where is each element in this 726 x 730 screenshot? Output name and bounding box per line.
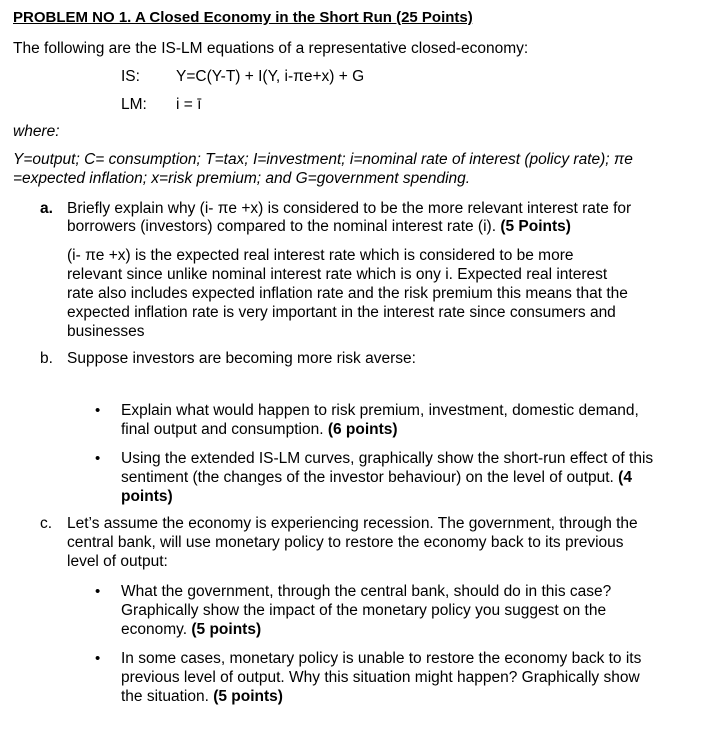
- lm-equation: i = ī: [176, 96, 202, 113]
- bullet-icon: •: [95, 402, 101, 419]
- part-a-question-line-1: Briefly explain why (i- πe +x) is considered to be the more relevant interest rate for: [67, 200, 632, 217]
- part-a-answer-line-4: expected inflation rate is very important in the interest rate since consumers and: [67, 304, 616, 321]
- part-b-bullet-1-line-1: Explain what would happen to risk premium, investment, domestic demand,: [121, 402, 639, 419]
- bullet-icon: •: [95, 650, 101, 667]
- part-c-bullet-1-line-2: Graphically show the impact of the monetary policy you suggest on the: [121, 602, 607, 619]
- problem-title: PROBLEM NO 1. A Closed Economy in the Short Run (25 Points): [13, 9, 473, 26]
- part-c-bullet-1-points: (5 points): [191, 621, 262, 638]
- part-b-marker: b.: [40, 350, 53, 367]
- is-label: IS:: [121, 68, 140, 85]
- part-c-question-line-2: central bank, will use monetary policy to restore the economy back to its previous: [67, 534, 624, 551]
- bullet-icon: •: [95, 583, 101, 600]
- part-b-bullet-2-points-a: (4: [618, 469, 632, 486]
- part-b-bullet-2-line-2: [121, 468, 632, 487]
- part-b-bullet-2-text: sentiment (the changes of the investor behaviour) on the level of output.: [121, 469, 614, 486]
- part-c-question-line-3: level of output:: [67, 553, 168, 570]
- bullet-icon: •: [95, 450, 101, 467]
- part-b-bullet-2-line-1: Using the extended IS-LM curves, graphically show the short-run effect of this: [121, 450, 654, 467]
- part-a-points: (5 Points): [500, 218, 571, 235]
- part-a-marker: a.: [40, 200, 53, 217]
- part-c-bullet-2-line-3: [121, 687, 283, 706]
- part-c-bullet-1-text: economy.: [121, 621, 188, 638]
- part-a-answer-line-5: businesses: [67, 323, 145, 340]
- part-a-question-line-2: [67, 217, 571, 236]
- part-b-question: Suppose investors are becoming more risk averse:: [67, 350, 416, 367]
- definitions-line-1: Y=output; C= consumption; T=tax; I=investment; i=nominal rate of interest (policy rate); πe: [13, 151, 633, 168]
- part-c-bullet-2-line-1: In some cases, monetary policy is unable to restore the economy back to its: [121, 650, 642, 667]
- lm-label: LM:: [121, 96, 147, 113]
- part-c-bullet-1-line-1: What the government, through the central bank, should do in this case?: [121, 583, 612, 600]
- part-c-bullet-1-line-3: [121, 620, 261, 639]
- part-c-bullet-2-points: (5 points): [213, 688, 283, 705]
- part-b-bullet-1-points: (6 points): [327, 421, 398, 438]
- part-b-bullet-1-text: final output and consumption.: [121, 421, 324, 438]
- part-a-answer-line-1: (i- πe +x) is the expected real interest rate which is considered to be more: [67, 247, 574, 264]
- part-c-bullet-2-line-2: previous level of output. Why this situation might happen? Graphically show: [121, 669, 640, 686]
- definitions-line-2: =expected inflation; x=risk premium; and G=government spending.: [13, 170, 471, 187]
- part-a-question-text: borrowers (investors) compared to the nominal interest rate (i).: [67, 218, 496, 235]
- part-a-answer-line-3: rate also includes expected inflation rate and the risk premium this means that the: [67, 285, 628, 302]
- is-equation: Y=C(Y-T) + I(Y, i-πe+x) + G: [176, 68, 365, 85]
- part-b-bullet-1-line-2: [121, 420, 398, 439]
- where-label: where:: [13, 123, 60, 140]
- part-c-marker: c.: [40, 515, 53, 532]
- intro-text: The following are the IS-LM equations of a representative closed-economy:: [13, 40, 529, 57]
- part-c-question-line-1: Let’s assume the economy is experiencing recession. The government, through the: [67, 515, 638, 532]
- part-a-answer-line-2: relevant since unlike nominal interest rate which is ony i. Expected real interest: [67, 266, 608, 283]
- part-b-bullet-2-points-b: points): [121, 488, 173, 505]
- part-c-bullet-2-text: the situation.: [121, 688, 209, 705]
